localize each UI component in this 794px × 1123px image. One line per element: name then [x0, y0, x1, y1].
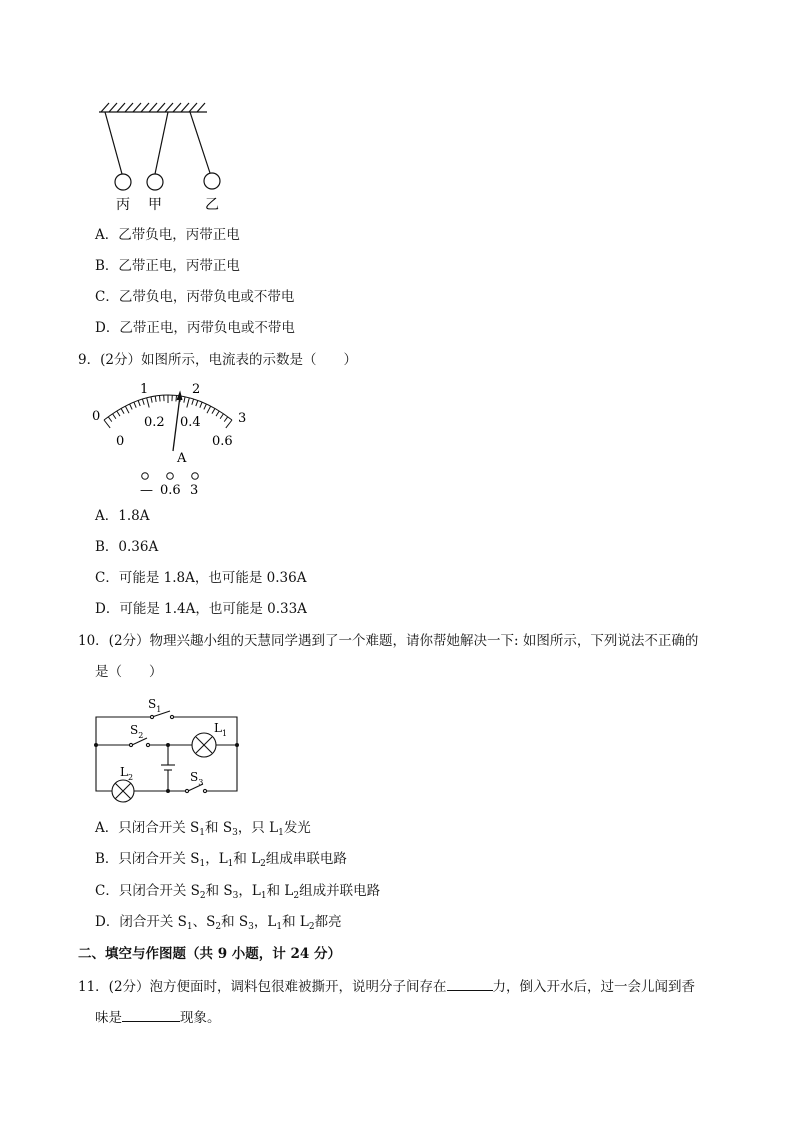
label-s3: S — [190, 770, 199, 784]
text: D．闭合开关 S — [95, 914, 187, 930]
text: 组成串联电路 — [265, 851, 347, 867]
answer-blank-2[interactable] — [122, 1007, 180, 1022]
label-s2: S — [130, 723, 139, 737]
inner-tick-0: 0 — [116, 434, 125, 449]
scale-tick — [130, 404, 133, 409]
label-l2: L — [120, 765, 128, 779]
circuit-figure — [90, 690, 250, 805]
text: 和 S — [205, 820, 233, 836]
text: 现象。 — [180, 1010, 221, 1026]
scale-tick — [134, 402, 136, 408]
scale-tick — [151, 397, 152, 403]
scale-tick — [196, 400, 198, 406]
q9-stem: 9．(2分）如图所示，电流表的示数是（ ） — [78, 352, 357, 368]
text: ，L — [253, 914, 277, 930]
subscript: 3 — [248, 922, 254, 932]
ammeter-figure — [88, 378, 258, 498]
scale-tick — [212, 408, 215, 413]
scale-tick — [159, 395, 160, 401]
label-s1: S — [148, 697, 157, 711]
svg-text:S3 — [190, 770, 203, 787]
scale-tick — [204, 404, 207, 409]
subscript: 1 — [199, 828, 206, 838]
inner-tick-1: 0.2 — [144, 415, 165, 430]
meter-unit: A — [177, 451, 187, 466]
scale-tick — [187, 398, 190, 408]
scale-tick — [226, 420, 232, 428]
scale-tick — [138, 400, 140, 406]
text: 发光 — [283, 820, 311, 836]
q10-stem-line2: 是（ ） — [95, 664, 163, 680]
scale-tick — [176, 395, 177, 401]
text: 11．(2分）泡方便面时，调料包很难被撕开，说明分子间存在 — [78, 979, 447, 995]
outer-tick-2: 2 — [192, 382, 201, 397]
scale-tick — [220, 414, 223, 419]
section-2-title: 二、填空与作图题（共 9 小题，计 24 分） — [78, 946, 341, 962]
svg-text:S1 — [148, 697, 161, 714]
q10-option-b — [95, 850, 347, 868]
scale-tick — [113, 414, 116, 419]
scale-tick — [121, 408, 124, 413]
q9-option-d: D．可能是 1.4A，也可能是 0.33A — [95, 601, 307, 617]
terminal-3: 3 — [190, 483, 199, 498]
subscript: 2 — [260, 859, 266, 869]
subscript: 1 — [186, 922, 193, 932]
text: ，L — [205, 851, 228, 867]
subscript: 1 — [278, 828, 284, 838]
pendulum-figure — [95, 95, 235, 215]
q10-option-d — [95, 913, 342, 931]
inner-tick-3: 0.6 — [212, 434, 233, 449]
text: 味是 — [95, 1010, 122, 1026]
q10-option-c — [95, 882, 380, 900]
subscript: 3 — [232, 828, 238, 838]
subscript: 1 — [276, 922, 283, 932]
scale-tick — [192, 399, 194, 405]
subscript: 2 — [199, 891, 206, 901]
scale-tick — [125, 406, 129, 413]
pendulum-label-jia: 甲 — [148, 197, 162, 213]
outer-tick-0: 0 — [92, 409, 101, 424]
subscript: 1 — [199, 859, 206, 869]
subscript: 3 — [232, 891, 239, 901]
q8-option-a: A．乙带负电，丙带正电 — [95, 227, 240, 243]
svg-text:L1 — [214, 721, 227, 738]
svg-text:S2 — [130, 723, 143, 740]
scale-tick — [184, 397, 185, 403]
q9-option-b: B．0.36A — [95, 539, 159, 555]
text: 、S — [192, 914, 216, 930]
q10-stem-line1: 10．(2分）物理兴趣小组的天慧同学遇到了一个难题，请你帮她解决一下: 如图所示，下列说法不正确的 — [78, 633, 699, 649]
q8-option-d: D．乙带正电，丙带负电或不带电 — [95, 320, 295, 336]
scale-tick — [207, 406, 211, 413]
label-l1-sub: 1 — [221, 729, 228, 738]
scale-tick — [117, 411, 120, 416]
text: ，只 L — [237, 820, 279, 836]
q8-option-b: B．乙带正电，丙带正电 — [95, 258, 240, 274]
scale-tick — [147, 398, 150, 408]
text: 和 S — [205, 883, 233, 899]
subscript: 2 — [308, 922, 315, 932]
text: ，L — [238, 883, 261, 899]
scale-tick — [200, 402, 202, 408]
pendulum-label-yi: 乙 — [205, 197, 219, 213]
text: 都亮 — [314, 914, 342, 930]
q10-option-a — [95, 819, 311, 837]
label-l2-sub: 2 — [127, 773, 134, 782]
subscript: 1 — [260, 891, 267, 901]
subscript: 1 — [227, 859, 234, 869]
inner-tick-2: 0.4 — [180, 415, 201, 430]
text: 力，倒入开水后，过一会儿闻到香 — [492, 979, 696, 995]
outer-tick-3: 3 — [238, 411, 247, 426]
text: 和 S — [221, 914, 249, 930]
scale-tick — [142, 399, 144, 405]
text: C．只闭合开关 S — [95, 883, 200, 899]
scale-tick — [108, 417, 112, 422]
terminal-0.6: 0.6 — [160, 483, 181, 498]
scale-tick — [104, 420, 110, 428]
answer-blank-1[interactable] — [447, 976, 493, 991]
q11-line2 — [95, 1007, 221, 1027]
q11-line1 — [78, 976, 695, 996]
label-s1-sub: 1 — [156, 705, 162, 714]
svg-text:L2 — [120, 765, 133, 782]
label-s2-sub: 2 — [138, 731, 144, 740]
label-l1: L — [214, 721, 222, 735]
scale-tick — [155, 396, 156, 402]
text: 和 L — [266, 883, 294, 899]
text: 组成并联电路 — [299, 883, 381, 899]
subscript: 2 — [293, 891, 300, 901]
text: 和 L — [233, 851, 261, 867]
scale-tick — [216, 411, 219, 416]
text: A．只闭合开关 S — [95, 820, 200, 836]
pendulum-label-bing: 丙 — [116, 197, 130, 213]
q8-option-c: C．乙带负电，丙带负电或不带电 — [95, 289, 295, 305]
subscript: 2 — [215, 922, 222, 932]
label-s3-sub: 3 — [198, 778, 204, 787]
q9-option-c: C．可能是 1.8A，也可能是 0.36A — [95, 570, 307, 586]
q9-option-a: A．1.8A — [95, 508, 150, 524]
outer-tick-1: 1 — [140, 382, 149, 397]
text: 和 L — [282, 914, 309, 930]
text: B．只闭合开关 S — [95, 851, 200, 867]
scale-tick — [224, 417, 228, 422]
terminal-minus: — — [140, 483, 153, 498]
